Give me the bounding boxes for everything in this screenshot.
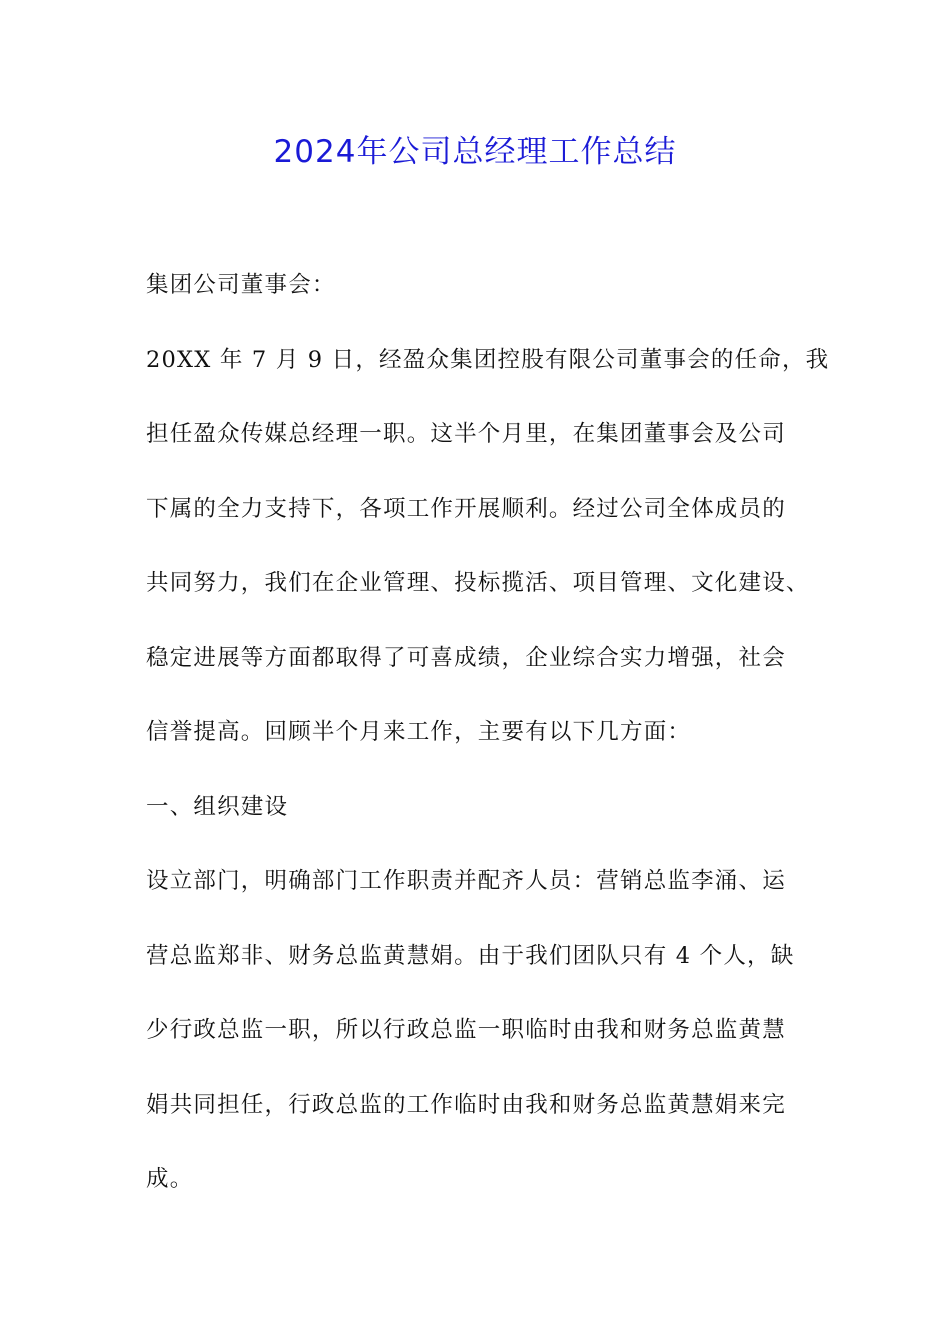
document-body xyxy=(146,268,830,1237)
paragraph-2-line: 设立部门，明确部门工作职责并配齐人员：营销总监李涌、运 xyxy=(146,868,786,894)
paragraph-2-line: 成。 xyxy=(146,1166,194,1192)
paragraph-1-line: 20XX 年 7 月 9 日，经盈众集团控股有限公司董事会的任命，我 xyxy=(146,346,830,373)
paragraph-2-line: 少行政总监一职，所以行政总监一职临时由我和财务总监黄慧 xyxy=(146,1017,786,1043)
paragraph-1-line: 共同努力，我们在企业管理、投标揽活、项目管理、文化建设、 xyxy=(146,570,810,596)
paragraph-1-line: 稳定进展等方面都取得了可喜成绩，企业综合实力增强，社会 xyxy=(146,644,786,671)
salutation: 集团公司董事会： xyxy=(146,272,336,298)
paragraph-1-line: 担任盈众传媒总经理一职。这半个月里，在集团董事会及公司 xyxy=(146,421,786,447)
paragraph-2-line: 娟共同担任，行政总监的工作临时由我和财务总监黄慧娟来完 xyxy=(146,1091,786,1118)
paragraph-2-line: 营总监郑非、财务总监黄慧娟。由于我们团队只有 4 个人，缺 xyxy=(146,942,795,969)
paragraph-1-line: 下属的全力支持下，各项工作开展顺利。经过公司全体成员的 xyxy=(146,495,786,522)
document-title: 2024年公司总经理工作总结 xyxy=(273,134,677,170)
section-heading: 一、组织建设 xyxy=(146,793,289,820)
paragraph-1-line: 信誉提高。回顾半个月来工作，主要有以下几方面： xyxy=(146,719,692,745)
